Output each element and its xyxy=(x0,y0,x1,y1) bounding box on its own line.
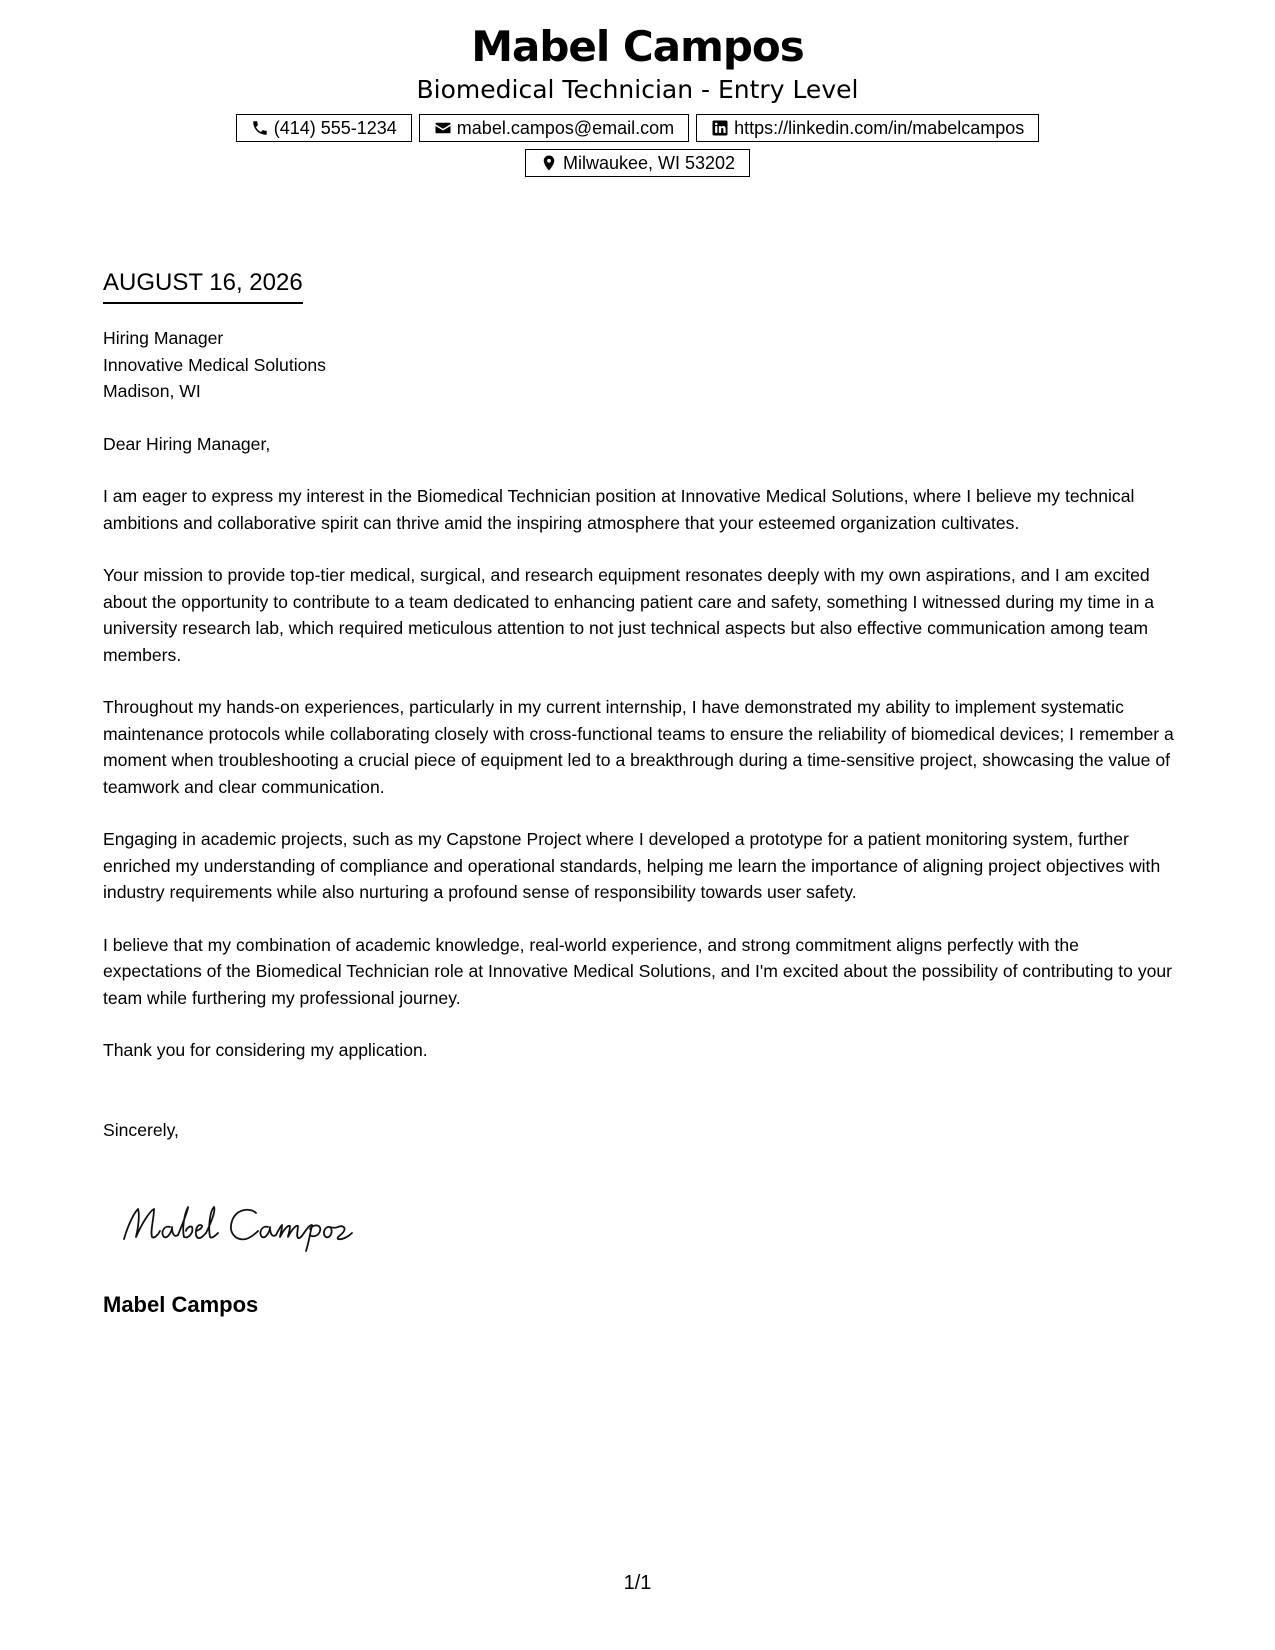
email-contact xyxy=(419,114,689,142)
email-text: mabel.campos@email.com xyxy=(456,118,675,138)
contact-row xyxy=(0,114,1275,142)
phone-contact xyxy=(236,114,412,142)
signer-name: Mabel Campos xyxy=(103,1292,259,1317)
body-paragraph: Your mission to provide top-tier medical, surgical, and research equipment resonates deeply with my own aspirations, and I am excited about the opportunity to contribute to a team dedicated to enhancing patient care and safety, something I witnessed during my time in a university research lab, which required meticulous attention to not just technical aspects but also effective communication among team members. xyxy=(103,565,1155,665)
linkedin-icon xyxy=(711,119,729,137)
page-number: 1/1 xyxy=(623,1572,652,1594)
body-paragraph: Throughout my hands-on experiences, particularly in my current internship, I have demonstrated my ability to implement systematic maintenance protocols while collaborating closely with cross-functional teams to ensure the reliability of biomedical devices; I remember a moment when troubleshooting a crucial piece of equipment led to a breakthrough during a time-sensitive project, showcasing the value of teamwork and clear communication. xyxy=(103,697,1174,797)
letter-header xyxy=(0,20,1275,184)
recipient-name: Hiring Manager xyxy=(103,328,224,348)
body-paragraph: I am eager to express my interest in the Biomedical Technician position at Innovative Medical Solutions, where I believe my technical ambitions and collaborative spirit can thrive amid the inspiring atmosphere that your esteemed organization cultivates. xyxy=(103,486,1135,533)
recipient-location: Madison, WI xyxy=(103,381,201,401)
body-paragraph: I believe that my combination of academic knowledge, real-world experience, and strong commitment aligns perfectly with the expectations of the Biomedical Technician role at Innovative Medical Solutions, and I'm excited about the possibility of contributing to your team while furthering my professional journey. xyxy=(103,934,1173,1008)
closing: Sincerely, xyxy=(103,1119,179,1140)
linkedin-text: https://linkedin.com/in/mabelcampos xyxy=(734,118,1025,138)
salutation: Dear Hiring Manager, xyxy=(103,433,271,454)
location-text: Milwaukee, WI 53202 xyxy=(562,153,736,173)
map-marker-icon xyxy=(540,154,558,172)
contact-row-2 xyxy=(0,149,1275,177)
recipient-company: Innovative Medical Solutions xyxy=(103,354,326,375)
envelope-icon xyxy=(434,119,452,137)
body-paragraph: Engaging in academic projects, such as my Capstone Project where I developed a prototype for a patient monitoring system, further enriched my understanding of compliance and operational standards, helping me learn the importance of aligning project objectives with industry requirements while also nurturing a profound sense of responsibility towards user safety. xyxy=(103,829,1161,902)
phone-text: (414) 555-1234 xyxy=(273,118,397,138)
linkedin-contact xyxy=(696,114,1039,142)
date-block xyxy=(103,268,303,304)
phone-icon xyxy=(251,119,269,137)
letter-date: AUGUST 16, 2026 xyxy=(103,268,303,304)
recipient-block xyxy=(103,325,1178,405)
applicant-name: Mabel Campos xyxy=(471,22,804,71)
job-title: Biomedical Technician - Entry Level xyxy=(416,75,859,104)
thank-you-paragraph: Thank you for considering my application. xyxy=(103,1040,428,1060)
letter-body xyxy=(103,325,1178,1161)
location-contact xyxy=(525,149,750,177)
handwritten-signature xyxy=(118,1195,358,1255)
